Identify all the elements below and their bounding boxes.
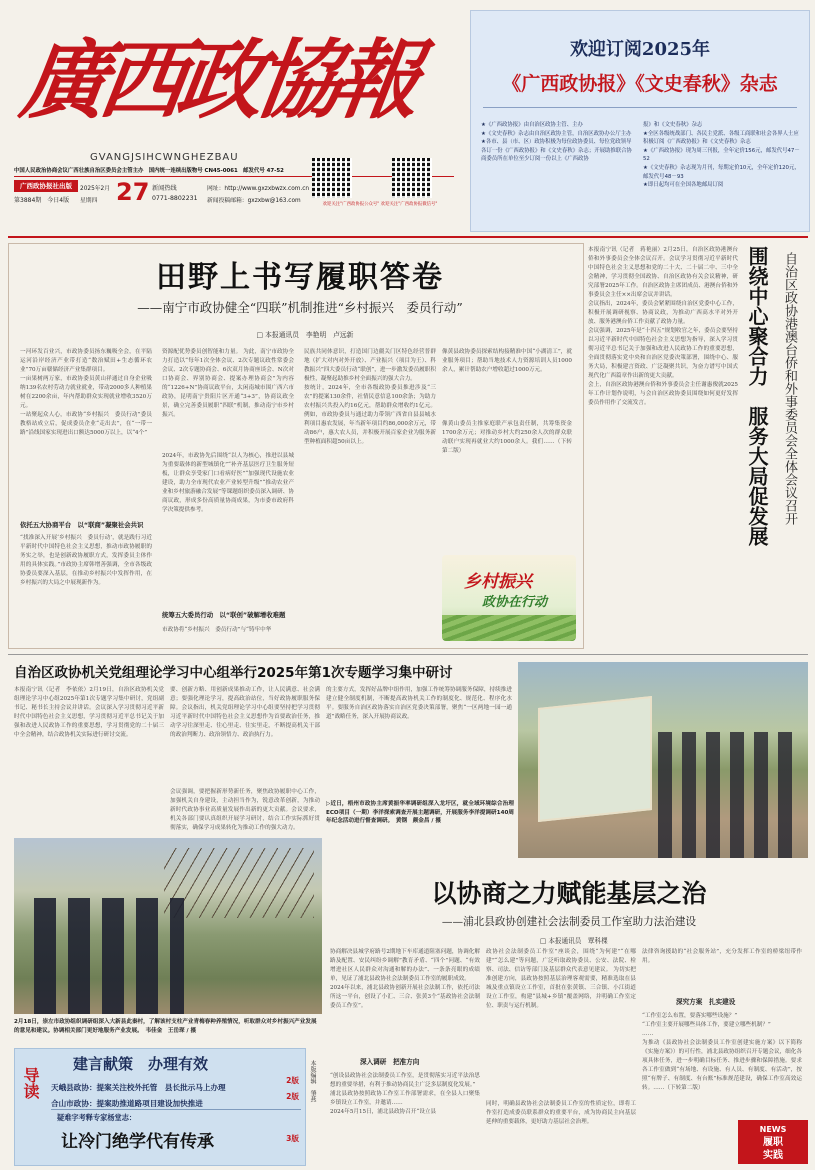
promo-divider	[483, 107, 797, 108]
masthead-rule	[14, 176, 454, 177]
main-article-col3c: 像黄山委员主推家庭联产承包责任制，共筹集资金1700余万元；对推动乡村大约250余人次的群众联动联户实现再就业大约1000余人。我们……（下转第二版）	[442, 421, 572, 454]
guide-box	[14, 1048, 306, 1166]
person-group	[658, 732, 798, 858]
email-link[interactable]: 新闻投稿邮箱：gxzxbw@163.com	[207, 198, 301, 204]
guide-feature-small: 疑难字考释专家杨堂志：	[57, 1113, 137, 1122]
badge-line3: 实践	[763, 1150, 783, 1161]
date-day: 27	[116, 178, 150, 206]
tree-branches	[164, 848, 314, 918]
guide-item-2[interactable]	[51, 1091, 301, 1108]
study-article-title: 自治区政协机关党组理论学习中心组举行2025年第1次专题学习集中研讨	[14, 665, 453, 681]
main-article-col3: 民族共同体意识，打造国门边疆关门区特色经营普群地（扩大对内对外开放）、产业振兴（项目为王）、科教振兴”四大委员行动“联创”，进一步激发委员履职积极性，凝聚起助推乡村全面振兴的强大合力。 按统计，2024年，全市各级政协委员推进涉及“三农”的提案130余件，社情民意信息100余条；为助力农村振兴共投入约16亿元，帮助群众增收约1亿元。例如，市政协委员与通过助力带领广西省自县县城水利项目惠农发展，年当新年项目约86,000余万元，带动86户，惠大农人员，并积极开展百家企业为服务新型种植面积超50亩以上。	[304, 349, 436, 445]
issue-number: 第3884期 今日4版	[14, 197, 70, 204]
legal-article-subtitle: ——浦北县政协创建社会法制委员工作室助力法治建设	[441, 916, 697, 928]
badge-line2: 履职	[763, 1137, 783, 1148]
guide-item-2-page: 2版	[286, 1092, 299, 1101]
legal-article-title: 以协商之力赋能基层之治	[431, 879, 707, 908]
promo-body-right: 报》和《文史春秋》杂志 ★全区各级统战部门、各民主党派、各级工商联和社会各界人士应积极订阅《广西政协报》和《文史春秋》杂志 ★《广西政协报》现为周三刊报，全年定价156元，邮发代号47－52 ★《文史春秋》杂志现为月刊，每期定价10元，全年定价120元，邮发代号48－93 ★即日起均可在全国各地邮局订阅	[643, 122, 800, 189]
guide-item-1[interactable]	[51, 1075, 301, 1092]
legal-article-col1b: “创设县政协社会法制委员工作室，是贯彻落实习近平法治思想的重要举措，有利于推动协商民主广泛多层制度化发展。” 浦北县政协按照政协工作室工作部署需求，在全县人口聚集乡镇设立工作室，并邀请…… 2024年5月15日，浦北县政协召开“设立县	[330, 1073, 480, 1115]
guide-label: 导读	[21, 1067, 40, 1099]
study-article-col2b: 会议强调，要把握新形势新任务，聚焦政协履职中心工作，加强机关自身建设，主动担当作为，锐意改革创新，为推动新时代政协事业高质量发展作出新的更大贡献。会议要求，机关各部门要认真组织开展学习研讨，结合工作实际抓好贯彻落实，确保学习成果转化为推动工作的强大动力。	[170, 789, 320, 831]
guide-item-2-text: 合山市政协：提案助推道路项目建设加快推进	[51, 1099, 203, 1108]
study-article-col1: 本报南宁讯（记者 李依依）2月19日，自治区政协机关党组理论学习中心组2025年第1次专题学习集中研讨，党组副书记、秘书长主持会议并讲话。会议深入学习贯彻习近平新时代中国特色社会主义思想，学习贯彻习近平总书记关于加强和改进人民政协工作的重要思想，学习贯彻党的二十届三中全会精神，结合政协机关实际进行研讨交流。	[14, 687, 164, 738]
main-article-col2c: 市政协将“乡村振兴 委员行动”与“铸牢中华	[162, 627, 272, 633]
qr-code-wechat[interactable]	[392, 158, 432, 198]
legal-article-subhead2: 深究方案 扎实建设	[676, 998, 736, 1006]
guide-divider	[51, 1109, 301, 1110]
section-divider-1	[8, 654, 808, 655]
badge-slogan: 政协在行动	[482, 595, 548, 610]
badge-news-label: NEWS	[759, 1125, 787, 1134]
guide-feature-big: 让冷门绝学代有传承	[61, 1132, 214, 1152]
masthead-bottom-rule	[8, 236, 808, 238]
guide-feature[interactable]	[51, 1113, 301, 1161]
newspaper-logo: 廣西政協報	[14, 30, 420, 131]
right-article-text: 本报南宁讯（记者 蒋艳丽）2月25日，自治区政协港澳台侨和外事委员会全体会议召开。会议学习贯彻习近平新时代中国特色社会主义思想和党的二十大、二十届二中、三中全会精神，学习贯彻全国政协、自治区政协有关会议精神，研究部署2025年工作。自治区政协主席团成员、港澳台侨和外事委员会主任××出席会议并讲话。 会议指出，2024年，委员会紧紧围绕自治区党委中心工作，积极开展调研视察、协商议政，为推动广西高水平对外开放、服务港澳台侨工作贡献了政协力量。 会议强调，2025年是“十四五”规划收官之年，委员会要坚持以习近平新时代中国特色社会主义思想为指导，深入学习贯彻习近平总书记关于加强和改进人民政协工作的重要思想，全面贯彻落实党中央和自治区党委决策部署，围绕中心、服务大局，积极建言资政、广泛凝聚共识，为奋力谱写中国式现代化广西篇章作出新的更大贡献。 会上，自治区政协港澳台侨和外事委员会主任谢惠俊就2025年工作计划作说明，与会自治区政协委员围绕如何更好发挥委员作用作了交流发言。	[588, 247, 738, 406]
badge-title: 乡村振兴	[464, 572, 532, 592]
photo-caption-2: 2月18日，崇左市政协组织调研组深入大新县此秦村，了解该村支柱产业青梅春种养殖情况，听取群众对乡村振兴产业发展的意见和建议。协调相关部门更好地服务产业发展。 韦佳金 王岳琛 / 摄	[14, 1019, 317, 1034]
date-month: 2025年2月	[80, 186, 111, 192]
photo-caption-1: ▷近日，梧州市政协主席黄振华率调研组深入龙圩区，就全域环境综合治理ECO项目（一期）李洋探索调查开展主题调研，开展服务李洋提调研140周年纪念活动进行督查调研。 黄钢 颜金昌 / 摄	[326, 801, 514, 825]
legal-article-col1: 协商解决县城学府路号2期地下车库通道阻塞问题，协调化解路及配置、安民纠纷乡调解”教育矛盾、“四个”问题、“有效增进社区人民群众对沟通和解的办法”、一条条亮眼的成绩单，见证了浦北县政协社会法制委员工作室的履职成效。 2024年以来，浦北县政协创新开展社会法制工作，依托司法所这一平台，创设了小汇、三合、张黄3个“基政协社会法制委员工作室”。	[330, 949, 480, 1009]
display-board	[538, 696, 652, 822]
badge-practice-label	[738, 1136, 808, 1162]
right-article-subheadline: 自治区政协港澳台侨和外事委员会全体会议召开	[782, 252, 797, 525]
main-article-subtitle: ——南宁市政协健全“四联”机制推进“乡村振兴 委员行动”	[137, 300, 463, 315]
legal-article-col3: 法律咨询援助的“社会服务站”，充分发挥工作室的桥梁纽带作用。	[642, 949, 802, 964]
guide-item-1-text: 天峨县政协：提案关注校外托管 县长批示马上办理	[51, 1083, 226, 1092]
subscription-promo	[470, 10, 810, 232]
promo-title-line1: 欢迎订阅2025年	[569, 39, 711, 60]
main-article-col1: 一河环发百业兴，市政协委员扬东巍吸全会，在平陆运河沿岸经济产业带打造“数治赋田+生态循环农业”70万亩赣储经济产业集群项目。 一亩果树两万家，市政协委员黄山祥通过自身企业吸纳139名农村劳动力就业就业，带动2000多人种植果树在2200余亩，年内帮助群众实现就业增收3520万元。 一站聚起众人心，市政协“乡村振兴 委员行动”委员教格站成立后，促成委员企业“走出去”，在“一带一路”沿线国家实现进出口额达5000万以上，以“4个”	[20, 349, 152, 436]
photo-wuzhou-survey	[518, 662, 808, 858]
guide-feature-page: 3版	[286, 1134, 299, 1143]
guide-item-1-page: 2版	[286, 1076, 299, 1085]
photo-chongzuo-orchard	[14, 838, 322, 1014]
person-group-2	[34, 898, 184, 1014]
logo-pinyin: GVANGJSIHCWNGHEZBAU	[90, 152, 239, 163]
legal-article-col3b: “工作室怎么布置，要落实哪些设施？” “工作室主要开展哪些具体工作，要建立哪些机制？” …… 为推动《县政协社会法制委员工作室创建实施方案》以下简称《实施方案》）的可行性，浦北县政协组织召开专题会议，细化各项具体任务，进一步明确目标任务、推进步骤和保障措施。要求各工作室做到“有场地、有设施、有人员、有制度、有活动”，按照“有牌子、有制度、有台账”标准规范建设，确保工作室高效运转。……（下转第二版）	[642, 1013, 802, 1091]
study-article-col3: 的主要方式，发挥好品牌中组作用，加强工作统筹协调服务保障，持续推进建立健全制度机制，不断提高政协机关工作的制度化、规范化、程序化水平。要服务自治区政协落实自治区党委决策部署，聚焦“一区两地一园一通道”战略任务，深入开展协商议政。	[326, 687, 512, 720]
news-practice-badge	[738, 1120, 808, 1164]
guide-section-title: 建言献策 办理有效	[73, 1055, 209, 1073]
main-article-subhead2: 统筹五大委员行动 以“联创”破解增收难题	[162, 611, 286, 619]
main-article-col3b: 像黄县政协委员探索结构接精准中国“小湖清工”，就业服务项目；帮助当地技术人力资源培训人员1000余人，累计帮助农户增收超过1000万元。	[442, 349, 572, 373]
page-editor: 本版编辑 肇燕	[309, 1060, 316, 1102]
qr-code-official-account[interactable]	[312, 158, 352, 198]
right-article-headline: 围绕中心聚合力 服务大局促发展	[745, 246, 769, 546]
study-article-col2: 要、创新方略、用创新成果推动工作，让人民满意、社会满意；要强化理论学习，提高政治站位，当好政协履职服务保障。会议指出，机关党组理论学习中心组要坚持把学习贯彻习近平新时代中国特色社会主义思想作为首要政治任务，推动学习往深里走、往心里走、往实里走，不断提高机关干部的政治判断力、政治领悟力、政治执行力。	[170, 687, 320, 738]
legal-article-subhead1: 深入调研 把准方向	[360, 1058, 420, 1066]
qr-caption: 欢迎关注"广西政协报公众号" 欢迎关注"广西政协报微信号"	[322, 202, 438, 207]
masthead	[0, 0, 815, 232]
legal-article-byline: □ 本报通讯员 覃科棵	[540, 937, 608, 945]
website-link[interactable]: 网址：http://www.gxzxbwzx.com.cn	[207, 186, 310, 192]
field-graphic	[442, 615, 576, 641]
promo-title-line2: 《广西政协报》《文史春秋》杂志	[502, 73, 778, 95]
main-article-col2: 资源配优势委员创智能和力量。 为此，南宁市政协全力打造以“每年1次全体会议、2次专题议政性常委会会议、2次专题协商会、6次双月协商座谈会、N次对口协商会、界别协商会、提案办理协商会”为内容的“1226+N”协商议政平台，太闲南城市围广西六市政协，昆明南宁贵阳片区开通“3+3”，协商议政全景，确立完善委员履职“四联”机制，推动南宁市乡村振兴。	[162, 349, 294, 418]
publisher-info: 中国人民政治协商会议广西壮族自治区委员会主管主办 国内统一连续出版物号 CN45-0061 邮发代号 47-52	[14, 168, 284, 174]
date-weekday: 星期四	[80, 198, 98, 204]
legal-article-col2: 政协社会法制委员工作室”座谈会，围绕“为何建”“在哪建”“怎么建”等问题，广泛听取政协委员、公安、法院、检察、司法、信访等部门及基层群众代表意见建议。 为切实把准创建方向，县政协按照基层治理客观需要，精准选取在县城及重点镇设立工作室，首批在张黄镇、三合镇、小江街道设立工作室，构建“县城+乡镇”覆盖网络，并明确工作室定位、职责与运行机制。	[486, 949, 636, 1009]
hotline-number: 0771-8802231	[152, 195, 198, 202]
hotline-label: 新闻热线	[152, 185, 177, 192]
village-revitalization-badge	[442, 555, 576, 641]
main-article-title: 田野上书写履职答卷	[156, 260, 444, 295]
main-article-byline: □ 本报通讯员 李艳明 卢远新	[256, 331, 354, 339]
legal-article-col2b: 同时，明确县政协社会法制委员工作室的性质定位，即将工作室打造成委员联系群众的重要平台，成为协商民主向基层延伸的重要载体，更好助力基层社会治理。	[486, 1101, 636, 1125]
pub-name-box: 广西政协报社出版	[14, 180, 78, 192]
promo-body-left: ★《广西政协报》由自治区政协主管、主办 ★《文史春秋》杂志由自治区政协主管，自治区政协办公厅主办 ★各市、县（市、区）政协积极为每位政协委员、每位党政领导各订一份《广西政协报》和《文史春秋》杂志；开展助推联合协商委员所在单位至少订阅一份以上《广西政协	[481, 122, 632, 163]
main-article-col2b: 2024年，市政协先后围绕“以人为核心，推进以县城为重要载体的新型城镇化”“补齐基层医疗卫生服务短板，让群众享受家门口看病好医”“加强现代设施农业建设，助力全市现代农业产业转型升级”“推动农业产业和乡村旅游融合发展”等课题组织委员深入调研、协商议政，形成多份高质量协商成果，为市委市政府科学决策提供参考。	[162, 453, 294, 513]
main-article-subhead1: 依托五大协商平台 以“联商”凝聚社会共识	[20, 521, 144, 529]
main-article-col1b: “找准深入开展‘乡村振兴 委员行动’，就是践行习近平新时代中国特色社会主义思想，推动市政协履职的务实之举，也是创新政协履职方式，发挥委员主体作用的具体实践。”市政协主席韩增善强调，全市各级政协委员要深入基层，在推动乡村振兴中发挥作用，在乡村振兴的大局之中展现新作为。	[20, 535, 152, 586]
